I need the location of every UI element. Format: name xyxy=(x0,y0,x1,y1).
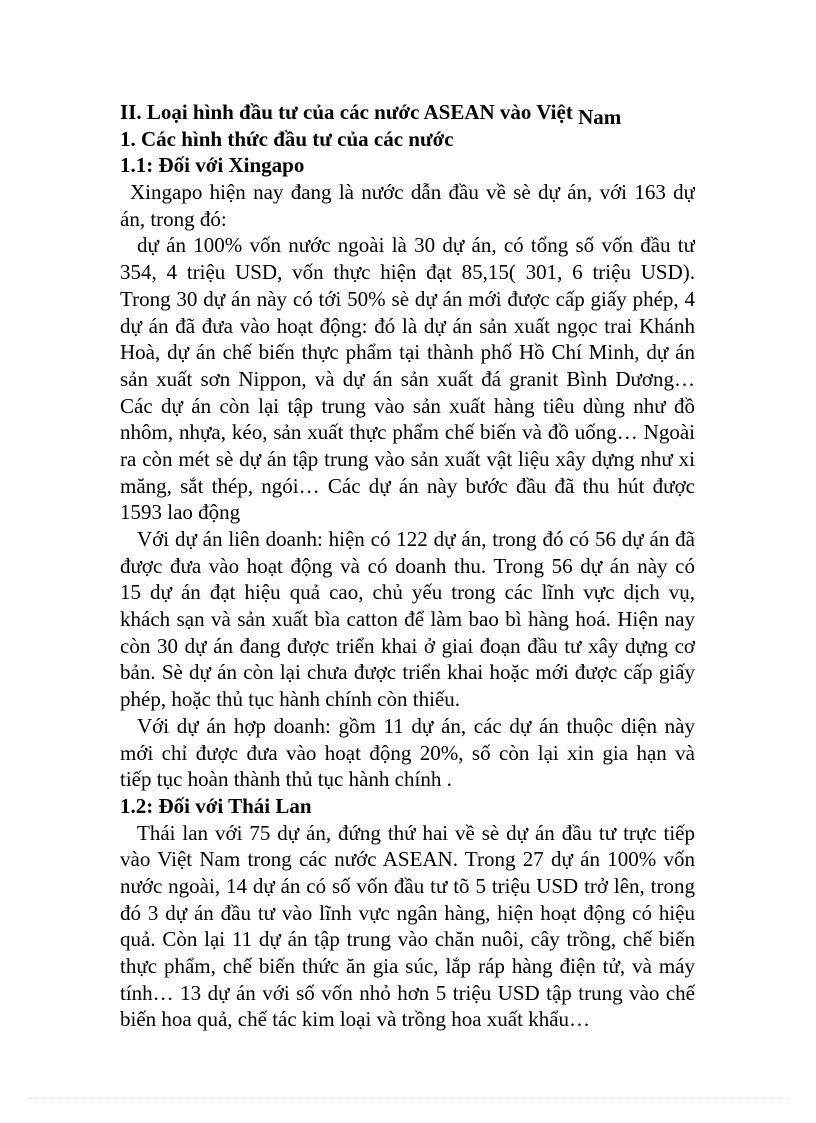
paragraph-line: 354, 4 triệu USD, vốn thực hiện đạt 85,15( 301, 6 triệu USD). xyxy=(120,260,695,285)
section-title-tail: Nam xyxy=(578,105,622,129)
paragraph-line: bản. Sè dự án còn lại chưa được triển khai hoặc mới được cấp giấy xyxy=(120,660,695,685)
paragraph-line: án, trong đó: xyxy=(120,206,227,231)
paragraph-line: biến hoa quả, chế tác kim loại và trồng hoa xuất khẩu… xyxy=(120,1007,591,1032)
paragraph-line: còn 30 dự án đang được triển khai ở giai đoạn đầu tư xây dựng cơ xyxy=(120,633,695,658)
paragraph-line: 15 dự án đạt hiệu quả cao, chủ yếu trong các lĩnh vực dịch vụ, xyxy=(120,580,695,605)
paragraph-line: dự án 100% vốn nước ngoài là 30 dự án, có tổng số vốn đầu tư xyxy=(137,233,695,258)
paragraph-line: Xingapo hiện nay đang là nước dẫn đầu về sè dự án, với 163 dự xyxy=(130,180,695,205)
paragraph-line: ra còn mét sè dự án tập trung vào sản xuất vật liệu xây dựng như xi xyxy=(120,446,695,471)
page-footer-divider xyxy=(28,1098,788,1099)
paragraph-line: quả. Còn lại 11 dự án tập trung vào chăn nuôi, cây trồng, chế biến xyxy=(120,927,695,952)
paragraph-line: Với dự án hợp doanh: gồm 11 dự án, các dự án thuộc diện này xyxy=(137,713,695,738)
paragraph-line: mới chỉ được đưa vào hoạt động 20%, số còn lại xin gia hạn và xyxy=(120,740,695,765)
paragraph-line: dự án đã đưa vào hoạt động: đó là dự án sản xuất ngọc trai Khánh xyxy=(120,313,695,338)
paragraph-line: Với dự án liên doanh: hiện có 122 dự án, trong đó có 56 dự án đã xyxy=(137,527,695,551)
paragraph-line: Thái lan với 75 dự án, đứng thứ hai về sè dự án đầu tư trực tiếp xyxy=(137,820,695,845)
paragraph-line: 1593 lao động xyxy=(120,500,241,525)
section-title-main: II. Loại hình đầu tư của các nước ASEAN vào Việt xyxy=(120,100,573,124)
section-title xyxy=(120,99,695,129)
heading-singapore: 1.1: Đối với Xingapo xyxy=(120,153,305,178)
paragraph-line: Các dự án còn lại tập trung vào sản xuất hàng tiêu dùng như đồ xyxy=(120,393,695,418)
paragraph-line: vào Việt Nam trong các nước ASEAN. Trong 27 dự án 100% vốn xyxy=(120,847,695,872)
subsection-title: 1. Các hình thức đầu tư của các nước xyxy=(120,126,454,151)
paragraph-line: nhôm, nhựa, kéo, sản xuất thực phẩm chế biến và đồ uống… Ngoài xyxy=(120,420,695,445)
heading-thailand: 1.2: Đối với Thái Lan xyxy=(120,793,312,818)
paragraph-line: Trong 30 dự án này có tới 50% sè dự án mới được cấp giấy phép, 4 xyxy=(120,286,695,311)
paragraph-line: tiếp tục hoàn thành thủ tục hành chính . xyxy=(120,767,452,792)
paragraph-line: sản xuất sơn Nippon, và dự án sản xuất đá granit Bình Dương… xyxy=(120,366,695,391)
paragraph-line: thực phẩm, chế biến thức ăn gia súc, lắp ráp hàng điện tử, và máy xyxy=(120,954,695,978)
paragraph-line: tính… 13 dự án với số vốn nhỏ hơn 5 triệu USD tập trung vào chế xyxy=(120,980,695,1005)
paragraph-line: được đưa vào hoạt động và có doanh thu. Trong 56 dự án này có xyxy=(120,553,695,578)
paragraph-line: khách sạn và sản xuất bìa catton để làm bao bì hàng hoá. Hiện nay xyxy=(120,607,695,632)
paragraph-line: phép, hoặc thủ tục hành chính còn thiếu. xyxy=(120,687,460,712)
document-page xyxy=(120,99,695,1033)
paragraph-line: đó 3 dự án đầu tư vào lĩnh vực ngân hàng, hiện hoạt động có hiệu xyxy=(120,900,695,925)
paragraph-line: măng, sắt thép, ngói… Các dự án này bước đầu đã thu hút được xyxy=(120,473,695,498)
paragraph-line: nước ngoài, 14 dự án có số vốn đầu tư tõ 5 triệu USD trở lên, trong xyxy=(120,873,695,898)
paragraph-line: Hoà, dự án chế biến thực phẩm tại thành phố Hồ Chí Minh, dự án xyxy=(120,340,695,365)
